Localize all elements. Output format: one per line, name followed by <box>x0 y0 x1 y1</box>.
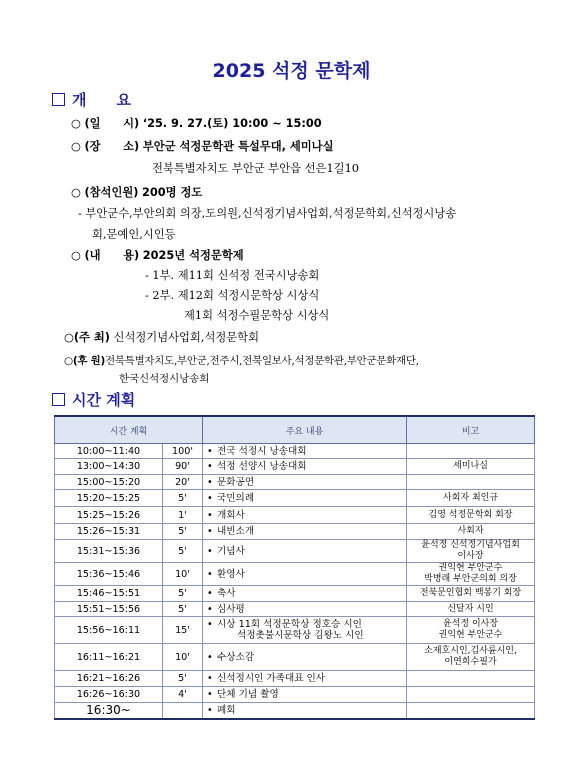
bullet-icon: • <box>207 445 213 457</box>
bullet-icon: • <box>207 509 213 521</box>
note-cell <box>407 586 535 602</box>
bullet-icon: • <box>207 603 213 615</box>
note-cell <box>407 617 535 644</box>
note-cell <box>407 671 535 687</box>
note-text: 윤석정 이사장 <box>443 619 499 629</box>
content-text: 시상 11회 석정문학상 정호승 시인 <box>217 619 362 630</box>
bullet-icon: • <box>207 673 213 684</box>
schedule-heading-text: 시간 계획 <box>72 391 136 409</box>
content-cell <box>203 540 407 563</box>
host-line: ○(주 최) 신석정기념사업회,석정문학회 <box>64 331 260 344</box>
duration-cell: 5' <box>163 524 203 540</box>
host-label: (주 최) <box>73 331 110 344</box>
content-cell <box>203 703 407 719</box>
note-text: 사회자 최인규 <box>443 492 499 503</box>
content-cell <box>203 507 407 524</box>
host-value: 신석정기념사업회,석정문학회 <box>113 331 260 344</box>
time-cell: 16:30~ <box>55 703 163 719</box>
overview-heading-char1: 개 <box>72 91 87 109</box>
note-text: 세미나실 <box>453 461 488 471</box>
bullet-icon: • <box>207 545 213 557</box>
table-row <box>55 586 535 602</box>
content-text: 축사 <box>217 588 236 599</box>
header-note: 비고 <box>407 416 535 444</box>
schedule-table <box>54 415 535 720</box>
table-row <box>55 507 535 524</box>
time-cell: 10:00~11:40 <box>55 444 163 459</box>
content-item-3: 제1회 석정수필문학상 시상식 <box>184 309 330 322</box>
note-cell <box>407 602 535 617</box>
table-row <box>55 563 535 586</box>
time-cell: 15:20~15:25 <box>55 490 163 507</box>
note-text: 이연희수필가 <box>444 657 497 667</box>
content-text: 폐회 <box>217 704 236 716</box>
checkbox-square-icon <box>52 393 65 406</box>
note-text: 신달자 시인 <box>447 603 494 614</box>
table-row <box>55 490 535 507</box>
duration-cell: 15' <box>163 617 203 644</box>
table-row <box>55 602 535 617</box>
content-text: 단체 기념 촬영 <box>217 689 279 700</box>
duration-cell: 10' <box>163 563 203 586</box>
content-cell <box>203 644 407 671</box>
content-cell <box>203 671 407 687</box>
duration-cell: 5' <box>163 586 203 602</box>
header-time: 시간 계획 <box>55 416 203 444</box>
schedule-body <box>55 444 535 719</box>
content-text: 국민의례 <box>217 492 255 504</box>
time-cell: 16:26~16:30 <box>55 687 163 703</box>
header-content: 주요 내용 <box>203 416 407 444</box>
attendees-detail-1: - 부안군수,부안의회 의장,도의원,신석정기념사업회,석정문학회,신석정시낭송 <box>78 207 457 220</box>
time-cell: 15:25~15:26 <box>55 507 163 524</box>
page-title: 2025 석정 문학제 <box>212 60 371 82</box>
content-item-2: - 2부. 제12회 석정시문학상 시상식 <box>145 289 320 302</box>
note-text: 소재호시인,김사륜시인, <box>424 646 517 656</box>
table-row <box>55 524 535 540</box>
duration-cell: 90' <box>163 459 203 475</box>
content-value: 2025년 석정문학제 <box>142 249 244 262</box>
content-text: 석정촛불시문학상 김왕노 시인 <box>237 630 364 641</box>
note-cell <box>407 687 535 703</box>
note-text: 사회자 <box>457 526 484 536</box>
duration-cell <box>163 703 203 719</box>
attendees-label: (참석인원) <box>84 186 139 199</box>
table-row <box>55 540 535 563</box>
time-cell: 16:11~16:21 <box>55 644 163 671</box>
note-cell <box>407 459 535 475</box>
note-cell <box>407 444 535 459</box>
bullet-icon: • <box>207 492 213 504</box>
note-text: 김영 석정문학회 회장 <box>428 509 513 520</box>
content-item-1: - 1부. 제11회 신석정 전국시낭송회 <box>145 269 320 282</box>
duration-cell: 5' <box>163 671 203 687</box>
content-line: ○ (내 용) 2025년 석정문학제 <box>71 249 244 262</box>
date-line: ○ (일 시) ‘25. 9. 27.(토) 10:00 ~ 15:00 <box>71 117 322 130</box>
note-text: 박병래 부안군의회 의장 <box>424 574 517 584</box>
time-cell: 15:51~15:56 <box>55 602 163 617</box>
bullet-icon: • <box>207 461 213 472</box>
duration-cell: 10' <box>163 644 203 671</box>
content-text: 내빈소개 <box>217 526 255 537</box>
duration-cell: 20' <box>163 475 203 490</box>
attendees-detail-2: 회,문예인,시인등 <box>92 228 176 241</box>
table-row <box>55 671 535 687</box>
schedule-heading <box>52 389 135 410</box>
bullet-icon: • <box>207 476 213 488</box>
duration-cell: 100' <box>163 444 203 459</box>
note-cell <box>407 563 535 586</box>
note-text: 전북문인협회 백봉기 회장 <box>419 588 522 598</box>
content-text: 석정 선양시 낭송대회 <box>217 461 307 472</box>
attendees-line: ○ (참석인원) 200명 정도 <box>71 186 203 199</box>
note-cell <box>407 475 535 490</box>
duration-cell: 5' <box>163 602 203 617</box>
table-row <box>55 703 535 719</box>
checkbox-square-icon <box>52 93 65 106</box>
bullet-icon: • <box>207 526 213 537</box>
table-row <box>55 475 535 490</box>
bullet-icon: • <box>207 704 213 716</box>
content-label: (내 용) <box>84 249 140 262</box>
note-text: 윤석정 신석정기념사업회 <box>421 540 520 550</box>
attendees-value: 200명 정도 <box>142 186 203 199</box>
table-row <box>55 687 535 703</box>
note-text: 권익현 부안군수 <box>438 630 503 640</box>
time-cell: 13:00~14:30 <box>55 459 163 475</box>
sponsor-value-1: 전북특별자치도,부안군,전주시,전북일보사,석정문학관,부안군문화재단, <box>105 355 419 367</box>
place-value: 부안군 석정문학관 특설무대, 세미나실 <box>142 140 334 153</box>
duration-cell: 4' <box>163 687 203 703</box>
note-cell <box>407 644 535 671</box>
table-row <box>55 459 535 475</box>
place-label: (장 소) <box>84 140 140 153</box>
place-line: ○ (장 소) 부안군 석정문학관 특설무대, 세미나실 <box>71 140 334 153</box>
note-cell <box>407 507 535 524</box>
content-cell <box>203 563 407 586</box>
content-text: 문화공연 <box>217 476 255 488</box>
time-cell: 15:56~16:11 <box>55 617 163 644</box>
sponsor-line: ○(후 원)전북특별자치도,부안군,전주시,전북일보사,석정문학관,부안군문화재단, <box>64 355 419 367</box>
bullet-icon: • <box>207 651 213 663</box>
time-cell: 15:26~15:31 <box>55 524 163 540</box>
schedule-header-row <box>55 416 535 444</box>
time-cell: 15:31~15:36 <box>55 540 163 563</box>
note-cell <box>407 703 535 719</box>
content-text: 심사평 <box>217 603 245 615</box>
note-text: 권익현 부안군수 <box>438 563 503 573</box>
sponsor-value-2: 한국신석정시낭송회 <box>119 373 210 385</box>
time-cell: 15:36~15:46 <box>55 563 163 586</box>
note-cell <box>407 540 535 563</box>
content-text: 전국 석정시 낭송대회 <box>217 445 307 457</box>
bullet-icon: • <box>207 689 213 700</box>
content-cell <box>203 617 407 644</box>
content-cell <box>203 490 407 507</box>
note-text: 이사장 <box>457 551 484 561</box>
overview-heading <box>52 89 131 110</box>
content-cell <box>203 459 407 475</box>
bullet-icon: • <box>207 619 213 630</box>
place-address: 전북특별자치도 부안군 부안읍 선은1길10 <box>152 162 359 175</box>
content-text: 개회사 <box>217 509 245 521</box>
note-cell <box>407 524 535 540</box>
content-text: 기념사 <box>217 545 245 557</box>
content-cell <box>203 586 407 602</box>
table-row <box>55 644 535 671</box>
bullet-icon: • <box>207 568 213 580</box>
content-text: 환영사 <box>217 568 245 580</box>
overview-heading-char2: 요 <box>116 91 131 109</box>
time-cell: 15:00~15:20 <box>55 475 163 490</box>
duration-cell: 5' <box>163 490 203 507</box>
date-value: ‘25. 9. 27.(토) 10:00 ~ 15:00 <box>142 117 322 130</box>
time-cell: 15:46~15:51 <box>55 586 163 602</box>
sponsor-label: (후 원) <box>72 355 106 367</box>
date-label: (일 시) <box>84 117 140 130</box>
table-row <box>55 617 535 644</box>
bullet-icon: • <box>207 588 213 599</box>
duration-cell: 5' <box>163 540 203 563</box>
table-row <box>55 444 535 459</box>
note-cell <box>407 490 535 507</box>
content-cell <box>203 444 407 459</box>
content-cell <box>203 602 407 617</box>
time-cell: 16:21~16:26 <box>55 671 163 687</box>
content-cell <box>203 687 407 703</box>
duration-cell: 1' <box>163 507 203 524</box>
content-text: 수상소감 <box>217 651 255 663</box>
content-cell <box>203 475 407 490</box>
content-cell <box>203 524 407 540</box>
content-text: 신석정시인 가족대표 인사 <box>217 673 326 684</box>
